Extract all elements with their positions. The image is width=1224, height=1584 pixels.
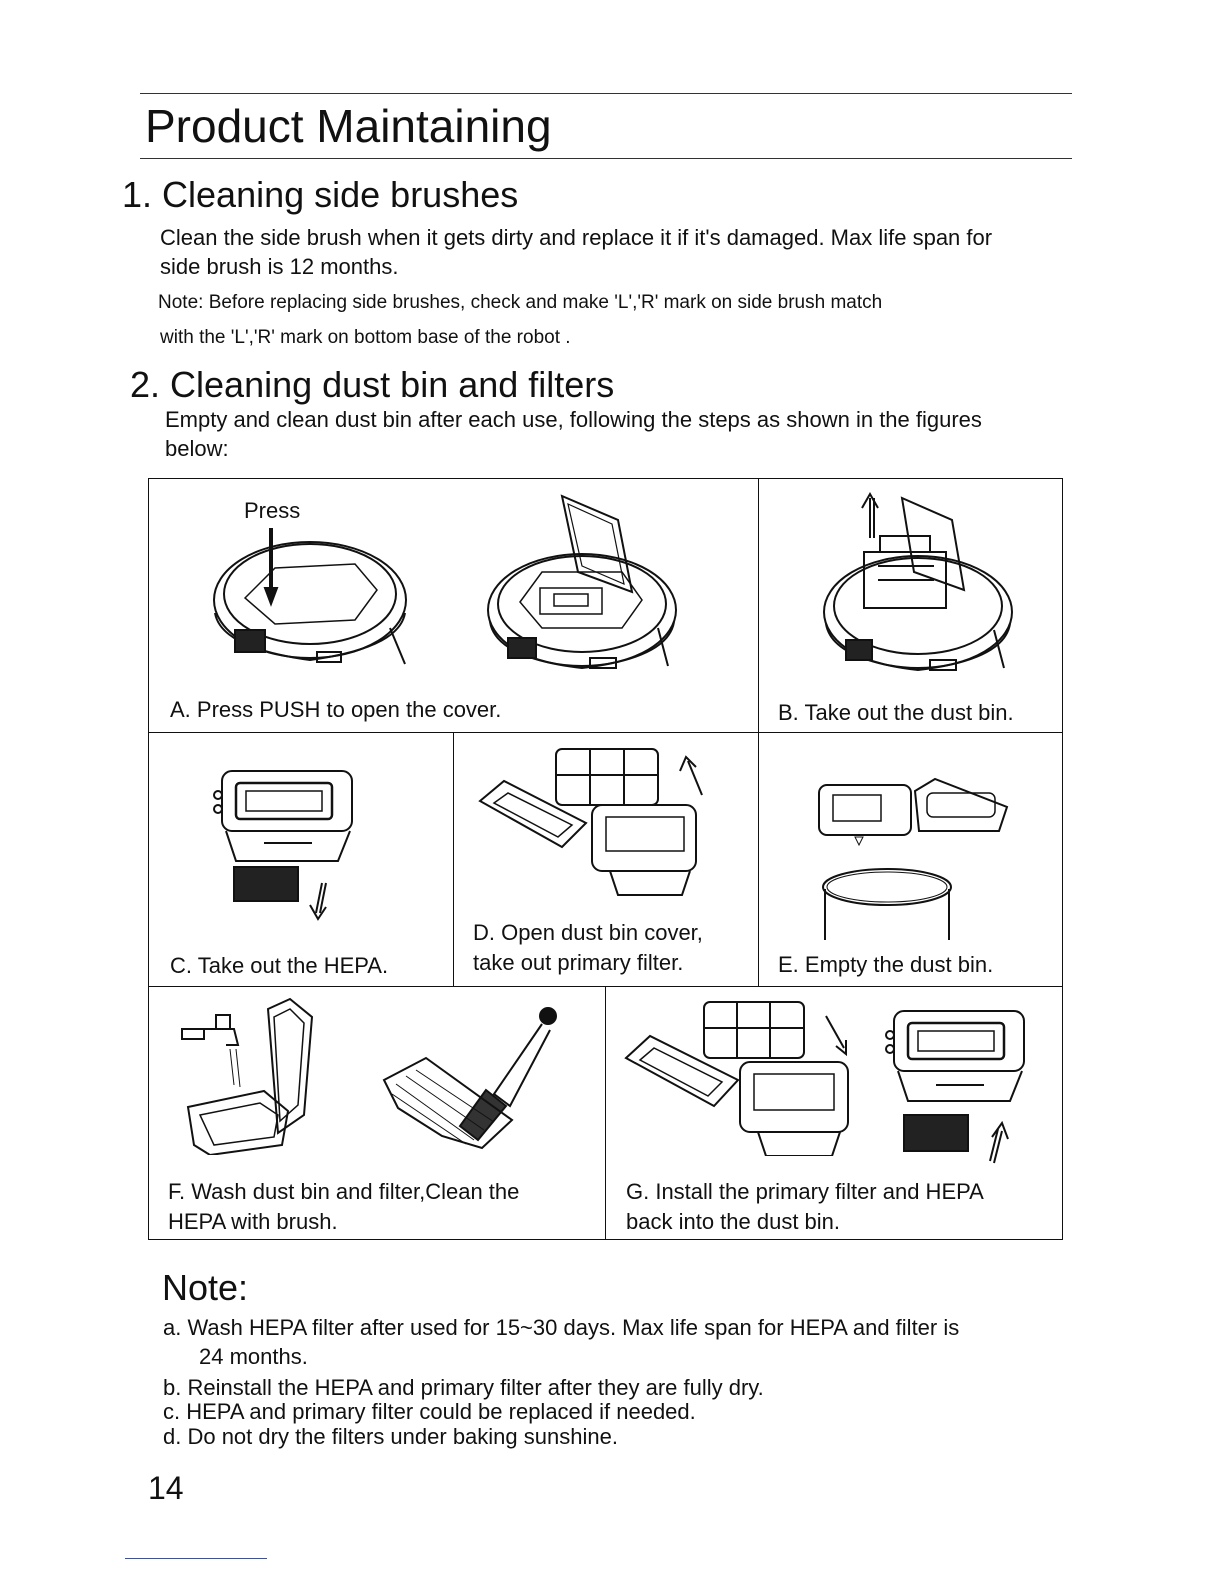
section2-text-line2: below: [165,436,229,461]
notes-title: Note: [162,1267,249,1308]
section1-heading: 1. Cleaning side brushes [122,174,519,215]
grid-row-divider-1 [148,732,1063,733]
note-c: c. HEPA and primary filter could be replaced if needed. [163,1399,696,1424]
empty-bin-illustration [815,775,1011,940]
footer-line [125,1558,267,1559]
robot-bin-removed-illustration [818,490,1018,682]
robot-closed-illustration [205,528,420,678]
caption-d-line1: D. Open dust bin cover, [473,920,703,945]
wash-bin-illustration [180,995,320,1155]
page-number: 14 [148,1470,184,1506]
install-hepa-illustration [880,1005,1040,1165]
caption-b: B. Take out the dust bin. [778,700,1014,725]
caption-f-line1: F. Wash dust bin and filter,Clean the [168,1179,520,1204]
title-underline [140,158,1072,159]
caption-e: E. Empty the dust bin. [778,952,994,977]
open-bin-cover-illustration [476,745,712,897]
brush-hepa-illustration [382,1002,562,1150]
grid-border-right [1062,478,1063,1240]
grid-border-left [148,478,149,1240]
caption-d-line2: take out primary filter. [473,950,684,975]
grid-col-divider-row2 [453,732,454,986]
section1-note-line2: with the 'L','R' mark on bottom base of the robot . [160,327,571,348]
robot-cover-open-illustration [482,492,682,682]
note-a-line1: a. Wash HEPA filter after used for 15~30 days. Max life span for HEPA and filter is [163,1315,960,1340]
section1-text-line2: side brush is 12 months. [160,254,399,279]
caption-c: C. Take out the HEPA. [170,953,389,978]
caption-g-line1: G. Install the primary filter and HEPA [626,1179,984,1204]
caption-g-line2: back into the dust bin. [626,1209,841,1234]
section1-text-line1: Clean the side brush when it gets dirty and replace it if it's damaged. Max life span for [160,225,993,250]
caption-a: A. Press PUSH to open the cover. [170,697,502,722]
section2-text-line1: Empty and clean dust bin after each use, following the steps as shown in the figures [165,407,982,432]
top-rule [140,93,1072,94]
section2-heading: 2. Cleaning dust bin and filters [130,364,615,405]
install-filter-illustration [622,998,860,1156]
caption-f-line2: HEPA with brush. [168,1209,338,1234]
grid-col-divider-row1 [758,478,759,986]
take-out-hepa-illustration [208,765,368,925]
note-a-line2: 24 months. [199,1344,308,1369]
grid-border-top [148,478,1063,479]
press-label: Press [244,498,301,523]
page-title: Product Maintaining [145,100,552,152]
note-b: b. Reinstall the HEPA and primary filter after they are fully dry. [163,1375,764,1400]
grid-col-divider-row3 [605,986,606,1240]
section1-note-line1: Note: Before replacing side brushes, check and make 'L','R' mark on side brush match [158,292,883,313]
note-d: d. Do not dry the filters under baking sunshine. [163,1424,618,1449]
